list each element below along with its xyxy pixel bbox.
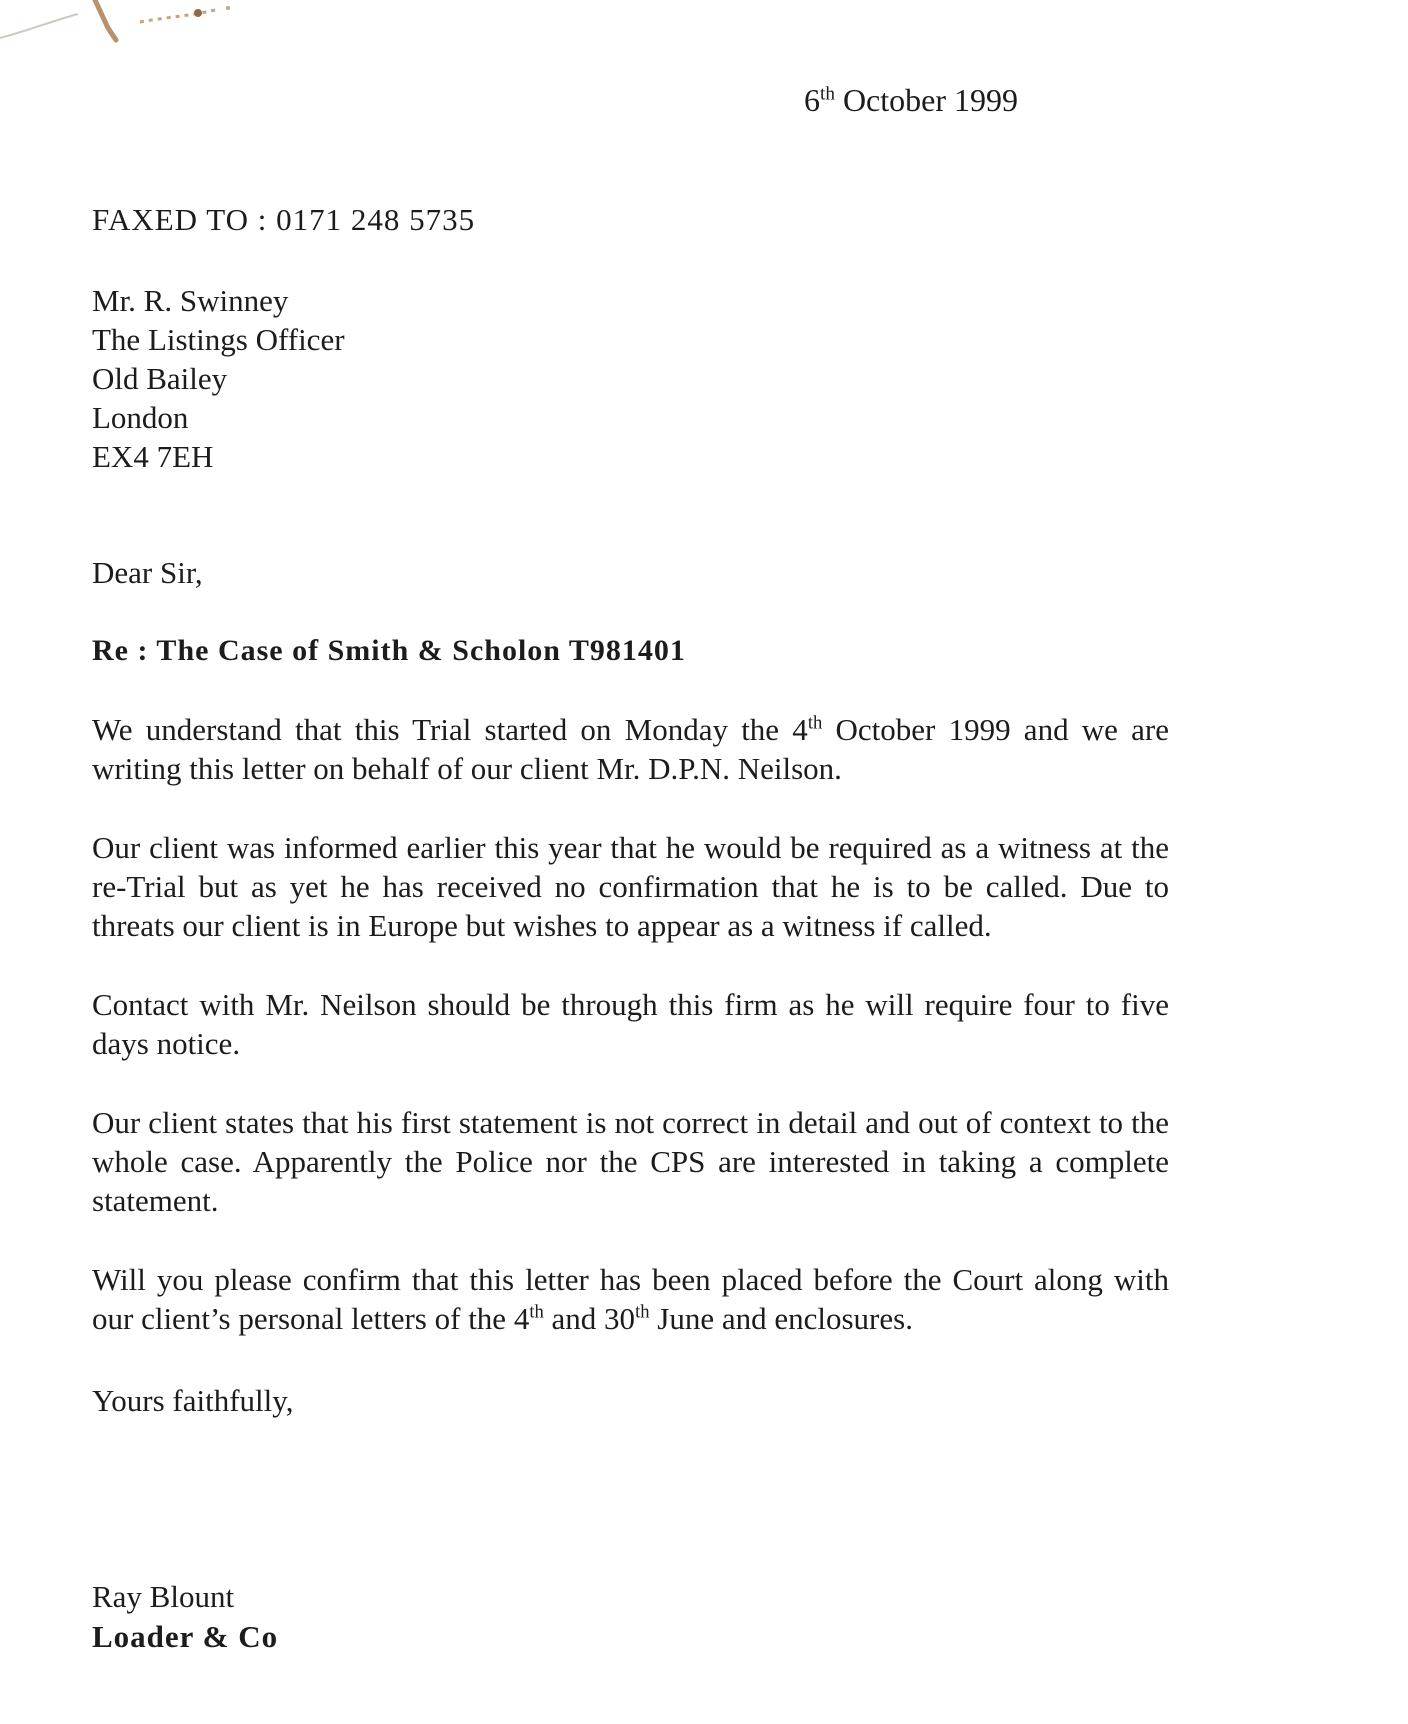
- closing: Yours faithfully,: [92, 1383, 294, 1418]
- recipient-address: [92, 281, 345, 476]
- salutation: Dear Sir,: [92, 555, 203, 590]
- paragraph-2: Our client was informed earlier this year that he would be required as a witness at the re-Trial but as yet he has received no confirmation that he is to be called. Due to threats our client is in Europe but wishes to appear as a witness if called.: [92, 830, 1169, 943]
- recipient-title: The Listings Officer: [92, 322, 345, 357]
- signer-name: Ray Blount: [92, 1579, 235, 1614]
- signature-block: [92, 1577, 278, 1657]
- paragraph-3: Contact with Mr. Neilson should be through this firm as he will require four to five days notice.: [92, 987, 1169, 1061]
- corner-stain-mark: [0, 0, 260, 60]
- paragraph-4: Our client states that his first statement is not correct in detail and out of context to the whole case. Apparently the Police nor the CPS are interested in taking a complete statement.: [92, 1105, 1169, 1218]
- letter-body: [92, 710, 1169, 1378]
- recipient-name: Mr. R. Swinney: [92, 283, 289, 318]
- recipient-postcode: EX4 7EH: [92, 439, 214, 474]
- recipient-building: Old Bailey: [92, 361, 228, 396]
- letter-date: 6th October 1999: [804, 82, 1018, 118]
- recipient-city: London: [92, 400, 189, 435]
- firm-name: Loader & Co: [92, 1619, 279, 1654]
- subject-line: Re : The Case of Smith & Scholon T981401: [92, 634, 686, 667]
- paragraph-5: Will you please confirm that this letter has been placed before the Court along with our client’s personal letters of the 4th and 30th June and enclosures.: [92, 1262, 1169, 1336]
- fax-line: FAXED TO : 0171 248 5735: [92, 202, 476, 237]
- paragraph-1: We understand that this Trial started on Monday the 4th October 1999 and we are writing this letter on behalf of our client Mr. D.P.N. Neilson.: [92, 712, 1170, 786]
